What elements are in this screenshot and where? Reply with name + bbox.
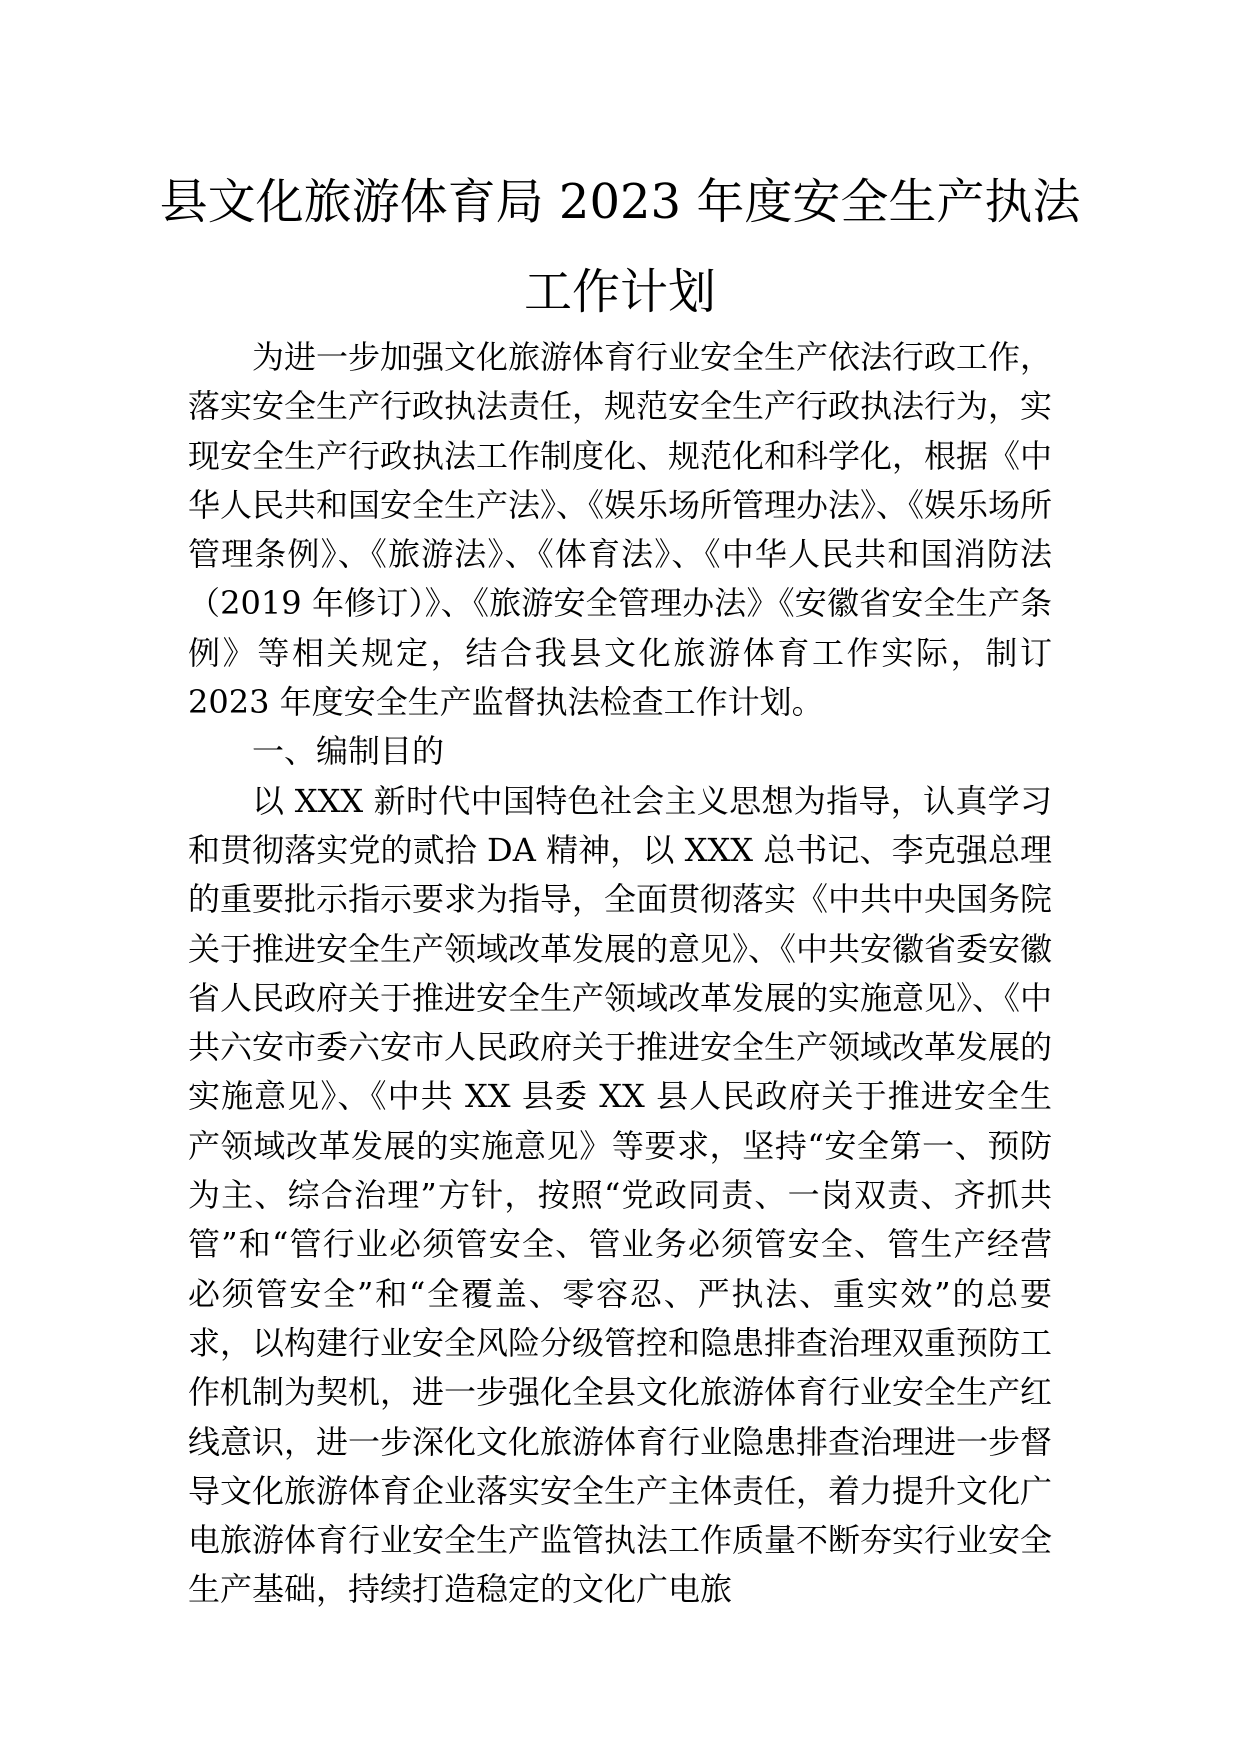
section-heading-purpose: 一、编制目的	[252, 732, 445, 771]
document-body	[188, 333, 1052, 1615]
purpose-paragraph: 以 XXX 新时代中国特色社会主义思想为指导，认真学习和贯彻落实党的贰拾 DA 精神，以 XXX 总书记、李克强总理的重要批示指示要求为指导，全面贯彻落实《中共中央国务院关于推进安全生产领域改革发展的意见》、《中共安徽省委安徽省人民政府关于推进安全生产领域改革发展的实施意见》、《中共六安市委六安市人民政府关于推进安全生产领域改革发展的实施意见》、《中共 XX 县委 XX 县人民政府关于推进安全生产领域改革发展的实施意见》等要求，坚持“安全第一、预防为主、综合治理”方针，按照“党政同责、一岗双责、齐抓共管”和“管行业必须管安全、管业务必须管安全、管生产经营必须管安全”和“全覆盖、零容忍、严执法、重实效”的总要求，以构建行业安全风险分级管控和隐患排查治理双重预防工作机制为契机，进一步强化全县文化旅游体育行业安全生产红线意识，进一步深化文化旅游体育行业隐患排查治理进一步督导文化旅游体育企业落实安全生产主体责任，着力提升文化广电旅游体育行业安全生产监管执法工作质量不断夯实行业安全生产基础，持续打造稳定的文化广电旅	[188, 781, 1053, 1609]
intro-paragraph: 为进一步加强文化旅游体育行业安全生产依法行政工作，落实安全生产行政执法责任，规范安全生产行政执法行为，实现安全生产行政执法工作制度化、规范化和科学化，根据《中华人民共和国安全生产法》、《娱乐场所管理办法》、《娱乐场所管理条例》、《旅游法》、《体育法》、《中华人民共和国消防法（2019 年修订）》、《旅游安全管理办法》《安徽省安全生产条例》等相关规定，结合我县文化旅游体育工作实际，制订 2023 年度安全生产监督执法检查工作计划。	[188, 338, 1053, 722]
document-title-line-2: 工作计划	[523, 264, 716, 320]
document-title-line-1: 县文化旅游体育局 2023 年度安全生产执法	[159, 174, 1081, 230]
